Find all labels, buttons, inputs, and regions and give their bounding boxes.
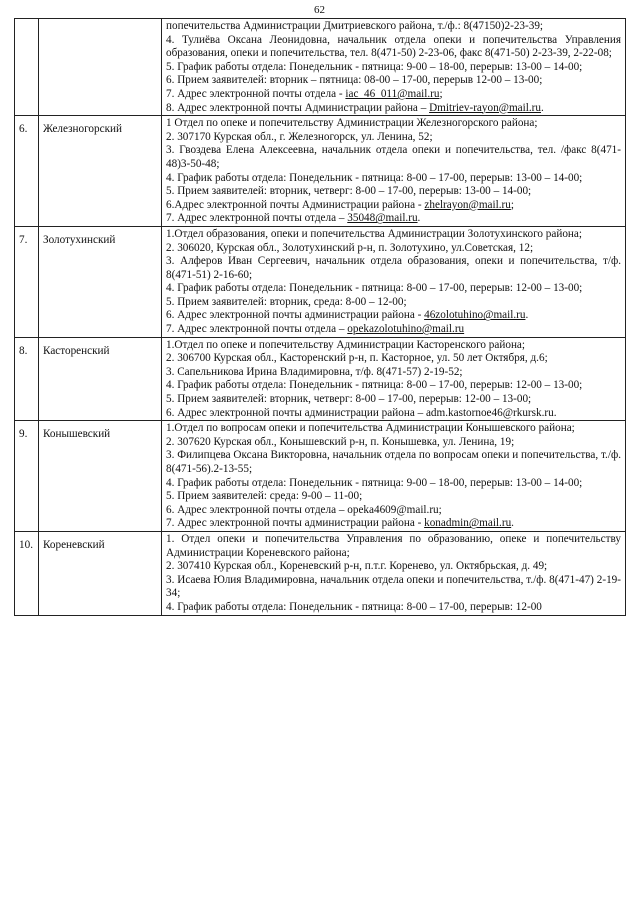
info-line — [166, 228, 621, 242]
info-line-text: 6. Адрес электронной почты отдела – opeka4609@mail.ru; — [166, 503, 442, 516]
row-number-cell — [15, 226, 39, 337]
info-line-text: 7. Адрес электронной почты отдела – — [166, 323, 348, 336]
contact-info-cell — [162, 421, 626, 532]
info-line-suffix: ; — [439, 87, 443, 100]
info-line-text: 4. График работы отдела: Понедельник - пятница: 8-00 – 17-00, перерыв: 12-00 – 13-00; — [166, 379, 583, 392]
info-line-text: 2. 307170 Курская обл., г. Железногорск, ул. Ленина, 52; — [166, 130, 433, 143]
info-line-text: 4. График работы отдела: Понедельник - пятница: 8-00 – 17-00, перерыв: 12-00 – 13-00; — [166, 282, 583, 295]
email-link[interactable]: opekazolotuhino@mail.ru — [347, 323, 465, 336]
info-line — [166, 88, 621, 102]
info-line-suffix: . — [417, 212, 421, 225]
info-line-suffix: ; — [510, 198, 514, 211]
info-line — [166, 601, 621, 615]
contacts-table — [14, 18, 626, 616]
info-line — [166, 172, 621, 186]
info-line-text: 5. Прием заявителей: вторник, среда: 8-00 – 12-00; — [166, 295, 407, 308]
contact-info-cell — [162, 116, 626, 227]
table-row — [15, 531, 626, 615]
info-line-text: 6. Адрес электронной почты администрации района - — [166, 309, 425, 322]
info-line-text: 1.Отдел образования, опеки и попечительства Администрации Золотухинского района; — [166, 227, 582, 240]
info-line — [166, 436, 621, 450]
table-row — [15, 116, 626, 227]
info-line-text: 6. Прием заявителей: вторник – пятница: 08-00 – 17-00, перерыв 12-00 – 13-00; — [166, 74, 543, 87]
info-line — [166, 309, 621, 323]
district-cell — [39, 531, 162, 615]
info-line — [166, 449, 621, 476]
district-cell — [39, 116, 162, 227]
row-number-cell — [15, 531, 39, 615]
info-line — [166, 242, 621, 256]
table-row — [15, 421, 626, 532]
row-number-cell — [15, 421, 39, 532]
info-line — [166, 339, 621, 353]
district-name: Касторенский — [43, 344, 110, 357]
district-name: Кореневский — [43, 538, 105, 551]
page-number: 62 — [314, 4, 325, 16]
district-cell — [39, 337, 162, 421]
info-line — [166, 20, 621, 34]
info-line — [166, 199, 621, 213]
info-line — [166, 144, 621, 171]
info-line-suffix: . — [525, 309, 529, 322]
info-line-text: 5. Прием заявителей: вторник, четверг: 8-00 – 17-00, перерыв: 13-00 – 14-00; — [166, 185, 532, 198]
info-line — [166, 533, 621, 560]
info-line-text: 3. Алферов Иван Сергеевич, начальник отдела образования, опеки и попечительства, т/ф. 8(471-51) 2-16-60; — [166, 255, 621, 281]
info-line-text: 1.Отдел по вопросам опеки и попечительства Администрации Конышевского района; — [166, 422, 575, 435]
info-line-text: 1.Отдел по опеке и попечительству Администрации Касторенского района; — [166, 338, 526, 351]
district-name — [43, 20, 157, 26]
info-line-text: 5. Прием заявителей: среда: 9-00 – 11-00; — [166, 490, 363, 503]
info-line-text: 2. 307620 Курская обл., Конышевский р-н, п. Конышевка, ул. Ленина, 19; — [166, 435, 515, 448]
info-line-text: 6.Адрес электронной почты Администрации района - — [166, 198, 425, 211]
email-link[interactable]: Dmitriev-rayon@mail.ru — [429, 101, 541, 114]
info-line — [166, 131, 621, 145]
info-line-suffix: . — [511, 517, 514, 530]
info-line-text: 6. Адрес электронной почты администрации района – adm.kastornoe46@rkursk.ru. — [166, 406, 557, 419]
info-line-text: 4. График работы отдела: Понедельник - пятница: 9-00 – 18-00, перерыв: 13-00 – 14-00; — [166, 476, 583, 489]
info-line — [166, 296, 621, 310]
row-number: 7. — [19, 233, 28, 246]
info-line-text: 4. Тулиёва Оксана Леонидовна, начальник отдела опеки и попечительства Управления образования, опеки и попечительства, тел. 8(471-50) 2-23-06, факс 8(471-50) 2-23-39, 2-22-08; — [166, 33, 621, 60]
contact-info-cell — [162, 337, 626, 421]
info-line — [166, 366, 621, 380]
info-line-text: 2. 307410 Курская обл., Кореневский р-н, п.т.г. Коренево, ул. Октябрьская, д. 49; — [166, 560, 548, 573]
info-line-suffix: . — [541, 101, 544, 114]
contact-info-cell — [162, 226, 626, 337]
info-line — [166, 61, 621, 75]
info-line — [166, 517, 621, 531]
email-link[interactable]: iac_46_011@mail.ru — [345, 87, 440, 100]
contact-info-cell — [162, 19, 626, 116]
info-line-text: 7. Адрес электронной почты отдела – — [166, 212, 348, 225]
table-row — [15, 337, 626, 421]
row-number-cell — [15, 337, 39, 421]
info-line-text: 1. Отдел опеки и попечительства Управления по образованию, опеке и попечительству Администрации Кореневского района; — [166, 532, 621, 559]
info-line — [166, 34, 621, 61]
info-line-text: 3. Исаева Юлия Владимировна, начальник отдела опеки и попечительства, т./ф. 8(471-47) 2-19-34; — [166, 573, 621, 600]
info-line-text: 3. Гвоздева Елена Алексеевна, начальник отдела опеки и попечительства, тел. /факс 8(471-48)3-50-48; — [166, 144, 621, 170]
row-number: 9. — [19, 428, 28, 441]
info-line — [166, 352, 621, 366]
info-line-text: 7. Адрес электронной почты администрации района - — [166, 517, 425, 530]
info-line-text: попечительства Администрации Дмитриевского района, т./ф.: 8(47150)2-23-39; — [166, 20, 544, 32]
email-link[interactable]: 35048@mail.ru — [347, 212, 418, 225]
info-line-text: 8. Адрес электронной почты Администрации района – — [166, 101, 430, 114]
info-line — [166, 185, 621, 199]
row-number-cell — [15, 19, 39, 116]
info-line — [166, 102, 621, 116]
info-line — [166, 560, 621, 574]
info-line — [166, 393, 621, 407]
info-line-text: 1 Отдел по опеке и попечительству Администрации Железногорского района; — [166, 117, 538, 130]
table-row — [15, 19, 626, 116]
info-line — [166, 212, 621, 226]
row-number — [19, 20, 34, 26]
info-line-text: 5. График работы отдела: Понедельник - пятница: 9-00 – 18-00, перерыв: 13-00 – 14-00; — [166, 60, 583, 73]
info-line — [166, 574, 621, 601]
row-number-cell — [15, 116, 39, 227]
info-line-text: 5. Прием заявителей: вторник, четверг: 8-00 – 17-00, перерыв: 12-00 – 13-00; — [166, 393, 532, 406]
info-line — [166, 490, 621, 504]
table-row — [15, 226, 626, 337]
info-line-text: 4. График работы отдела: Понедельник - пятница: 8-00 – 17-00, перерыв: 12-00 — [166, 600, 542, 613]
info-line — [166, 255, 621, 282]
info-line-text: 4. График работы отдела: Понедельник - пятница: 8-00 – 17-00, перерыв: 13-00 – 14-00; — [166, 171, 583, 184]
info-line — [166, 74, 621, 88]
row-number: 6. — [19, 123, 28, 136]
district-cell — [39, 19, 162, 116]
info-line-text: 3. Филипцева Оксана Викторовна, начальник отдела по вопросам опеки и попечительства, т./ф. 8(471-56).2-13-55; — [166, 449, 621, 475]
row-number: 8. — [19, 344, 28, 357]
info-line — [166, 323, 621, 337]
row-number: 10. — [19, 538, 33, 551]
district-cell — [39, 226, 162, 337]
contacts-table-body — [15, 19, 626, 616]
info-line — [166, 504, 621, 518]
info-line — [166, 282, 621, 296]
info-line-text: 2. 306020, Курская обл., Золотухинский р-н, п. Золотухино, ул.Советская, 12; — [166, 241, 534, 254]
info-line — [166, 379, 621, 393]
district-name: Железногорский — [43, 123, 122, 136]
info-line-text: 3. Сапельникова Ирина Владимировна, т/ф. 8(471-57) 2-19-52; — [166, 365, 463, 378]
district-name: Золотухинский — [43, 233, 116, 246]
info-line-text: 7. Адрес электронной почты отдела - — [166, 87, 346, 100]
info-line — [166, 407, 621, 421]
info-line — [166, 422, 621, 436]
district-name: Конышевский — [43, 428, 111, 441]
email-link[interactable]: konadmin@mail.ru — [424, 517, 512, 530]
district-cell — [39, 421, 162, 532]
info-line-text: 2. 306700 Курская обл., Касторенский р-н, п. Касторное, ул. 50 лет Октября, д.6; — [166, 352, 548, 365]
email-link[interactable]: zhelrayon@mail.ru — [424, 198, 511, 211]
email-link[interactable]: 46zolotuhino@mail.ru — [424, 309, 526, 322]
contact-info-cell — [162, 531, 626, 615]
info-line — [166, 477, 621, 491]
info-line — [166, 117, 621, 131]
